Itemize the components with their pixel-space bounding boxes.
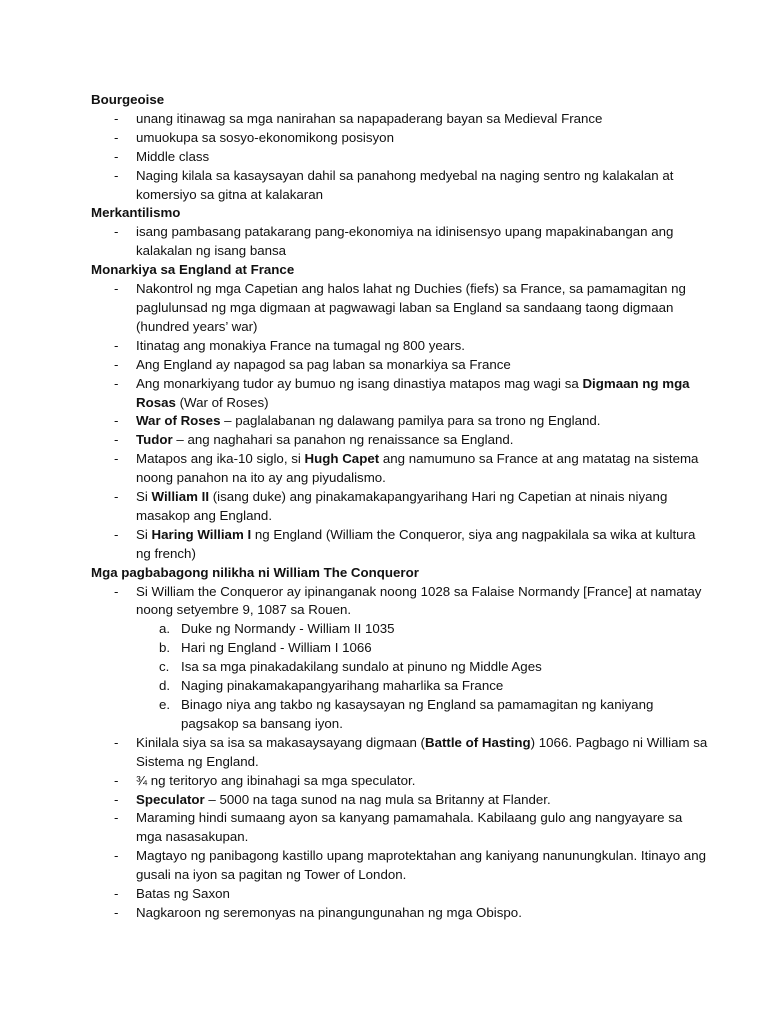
section-heading: Bourgeoise bbox=[91, 92, 165, 107]
section-heading: Merkantilismo bbox=[91, 205, 181, 221]
item-text: Kinilala siya sa isa sa makasaysayang digmaan ( bbox=[136, 734, 425, 750]
item-text: Si bbox=[136, 489, 152, 505]
bold-text: Haring William I bbox=[151, 526, 252, 542]
item-text: ang namumuno sa France at ang matatag na sistema noong panahon na ito ay ang piyudalismo. bbox=[136, 451, 699, 486]
sub-list-text: Isa sa mga pinakadakilang sundalo at pinuno ng Middle Ages bbox=[181, 659, 542, 675]
bold-text: Tudor bbox=[136, 432, 173, 448]
sub-list-marker: c. bbox=[159, 659, 170, 675]
sub-list-text: Duke ng Normandy - William II 1035 bbox=[181, 621, 395, 637]
list-item bbox=[91, 526, 708, 564]
item-text: Si William the Conqueror ay ipinanganak noong 1028 sa Falaise Normandy [France] at namatay noong setyembre 9, 1087 sa Rouen. bbox=[136, 583, 702, 618]
item-text: ) 1066. Pagbago ni William sa Sistema ng England. bbox=[136, 734, 708, 769]
item-text: Maraming hindi sumaang ayon sa kanyang pamamahala. Kabilaang gulo ang nangyayare sa mga nasasakupan. bbox=[136, 810, 683, 845]
sub-list-item bbox=[91, 677, 708, 696]
bold-text: Hugh Capet bbox=[304, 451, 380, 467]
list-item bbox=[91, 583, 708, 621]
bold-text: Battle of Hasting bbox=[424, 734, 531, 750]
sub-list-marker: d. bbox=[159, 678, 171, 694]
list-item bbox=[91, 488, 708, 526]
sub-list-item bbox=[91, 696, 708, 734]
item-text: Itinatag ang monakiya France na tumagal ng 800 years. bbox=[136, 337, 465, 353]
bullet-list bbox=[91, 223, 708, 261]
sub-list-item bbox=[91, 639, 708, 658]
sub-list-marker: a. bbox=[159, 621, 171, 637]
item-text: Magtayo ng panibagong kastillo upang maprotektahan ang kaniyang nanunungkulan. Itinayo ang gusali na iyon sa pagitan ng Tower of London. bbox=[136, 848, 706, 883]
bold-text: Digmaan ng mga Rosas bbox=[136, 375, 690, 410]
sub-list-container bbox=[91, 620, 708, 733]
list-item bbox=[91, 772, 708, 791]
item-text: Naging kilala sa kasaysayan dahil sa panahong medyebal na naging sentro ng kalakalan at komersiyo sa gitna at kalakaran bbox=[136, 167, 674, 202]
item-text: Matapos ang ika-10 siglo, si bbox=[136, 451, 305, 467]
item-text: Batas ng Saxon bbox=[136, 886, 230, 902]
list-item bbox=[91, 847, 708, 885]
bullet-list bbox=[91, 583, 708, 923]
list-item bbox=[91, 337, 708, 356]
list-item bbox=[91, 809, 708, 847]
item-text: Nakontrol ng mga Capetian ang halos lahat ng Duchies (fiefs) sa France, sa pamamagitan ng paglulunsad ng mga digmaan at pagwawagi laban sa England sa sandaang taong digmaan (hundred years’ war) bbox=[136, 281, 686, 334]
list-item bbox=[91, 412, 708, 431]
item-text: Si bbox=[136, 526, 152, 542]
bold-text: Speculator bbox=[136, 791, 205, 807]
list-item bbox=[91, 148, 708, 167]
section-heading: Monarkiya sa England at France bbox=[91, 262, 295, 278]
list-item bbox=[91, 110, 708, 129]
item-text: ng England (William the Conqueror, siya ang nagpakilala sa wika at kultura ng french) bbox=[136, 526, 696, 561]
bullet-list bbox=[91, 280, 708, 564]
item-text: ¾ ng teritoryo ang ibinahagi sa mga speculator. bbox=[136, 772, 416, 788]
list-item bbox=[91, 280, 708, 337]
item-text: (War of Roses) bbox=[175, 394, 269, 410]
list-item bbox=[91, 223, 708, 261]
item-text: – paglalabanan ng dalawang pamilya para sa trono ng England. bbox=[220, 413, 601, 429]
bullet-list bbox=[91, 110, 708, 205]
list-item bbox=[91, 450, 708, 488]
item-text: umuokupa sa sosyo-ekonomikong posisyon bbox=[136, 129, 394, 145]
list-item bbox=[91, 375, 708, 413]
bold-text: War of Roses bbox=[136, 413, 221, 429]
item-text: isang pambasang patakarang pang-ekonomiya na idinisensyo upang mapakinabangan ang kalakalan ng isang bansa bbox=[136, 224, 674, 259]
list-item bbox=[91, 431, 708, 450]
sub-list-item bbox=[91, 620, 708, 639]
sub-list-item bbox=[91, 658, 708, 677]
item-text: Middle class bbox=[136, 148, 210, 164]
item-text: unang itinawag sa mga nanirahan sa napapaderang bayan sa Medieval France bbox=[136, 110, 603, 126]
list-item bbox=[91, 904, 708, 923]
sub-list-text: Naging pinakamakapangyarihang maharlika sa France bbox=[181, 678, 504, 694]
sub-list bbox=[91, 620, 708, 733]
list-item bbox=[91, 356, 708, 375]
list-item bbox=[91, 791, 708, 810]
section-heading: Mga pagbabagong nilikha ni William The Conqueror bbox=[91, 564, 419, 580]
item-text: (isang duke) ang pinakamakapangyarihang Hari ng Capetian at ninais niyang masakop ang England. bbox=[136, 489, 668, 523]
bold-text: William II bbox=[151, 489, 210, 505]
item-text: Ang England ay napagod sa pag laban sa monarkiya sa France bbox=[136, 356, 511, 372]
item-text: – 5000 na taga sunod na nag mula sa Britanny at Flander. bbox=[204, 791, 551, 807]
sub-list-text: Binago niya ang takbo ng kasaysayan ng England sa pamamagitan ng kaniyang pagsakop sa bansang iyon. bbox=[181, 697, 654, 731]
item-text: Ang monarkiyang tudor ay bumuo ng isang dinastiya matapos mag wagi sa bbox=[136, 375, 583, 391]
list-item bbox=[91, 129, 708, 148]
sub-list-marker: e. bbox=[159, 697, 171, 712]
sub-list-text: Hari ng England - William I 1066 bbox=[181, 640, 372, 656]
list-item bbox=[91, 734, 708, 772]
list-item bbox=[91, 885, 708, 904]
sub-list-marker: b. bbox=[159, 640, 171, 656]
item-text: – ang naghahari sa panahon ng renaissance sa England. bbox=[172, 432, 514, 448]
item-text: Nagkaroon ng seremonyas na pinangungunahan ng mga Obispo. bbox=[136, 904, 522, 920]
list-item bbox=[91, 167, 708, 205]
